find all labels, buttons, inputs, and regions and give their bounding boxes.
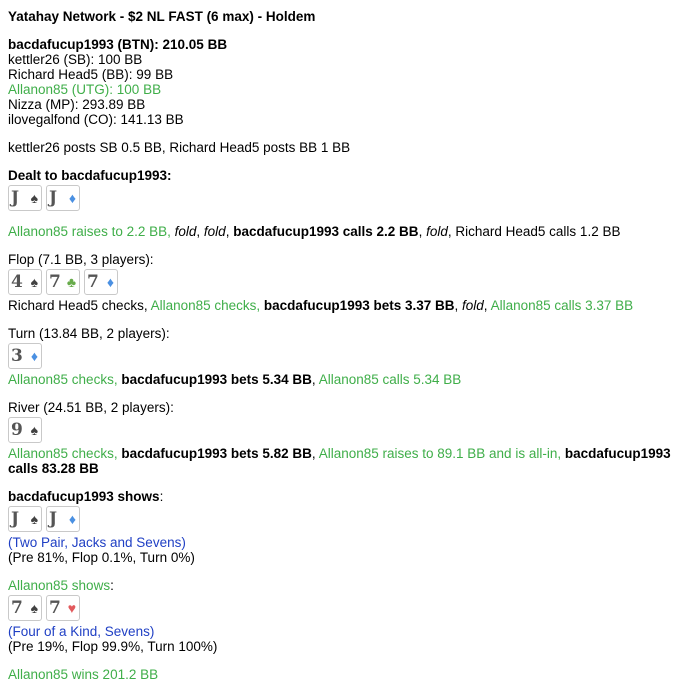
text-segment: (Pre 19%, Flop 99.9%, Turn 100%) <box>8 639 218 654</box>
text-segment: Allanon85 wins 201.2 BB <box>8 667 159 682</box>
hand-title <box>8 9 685 24</box>
river <box>8 400 685 476</box>
text-segment: (Four of a Kind, Sevens) <box>8 624 155 639</box>
street-header <box>8 326 685 341</box>
card-rank: J <box>49 187 58 208</box>
player-line <box>8 37 685 52</box>
player-line <box>8 82 685 97</box>
player-line <box>8 67 685 82</box>
club-suit-icon: ♣ <box>66 274 76 290</box>
text-segment: Nizza (MP): 293.89 BB <box>8 97 146 112</box>
spade-suit-icon: ♠ <box>30 274 38 290</box>
shows-header <box>8 489 685 504</box>
playing-card <box>46 269 80 295</box>
diamond-suit-icon: ♦ <box>68 511 76 527</box>
hand-name-line <box>8 624 685 639</box>
text-segment: ilovegalfond (CO): 141.13 BB <box>8 112 184 127</box>
action-line <box>8 446 685 476</box>
text-segment: fold <box>203 224 226 239</box>
text-segment: : <box>159 489 164 504</box>
text-segment: Dealt to bacdafucup1993: <box>8 168 172 183</box>
player-line <box>8 52 685 67</box>
spade-suit-icon: ♠ <box>30 190 38 206</box>
playing-card <box>8 506 42 532</box>
playing-card <box>84 269 118 295</box>
text-segment: Allanon85 checks, <box>8 372 118 387</box>
text-segment: bacdafucup1993 (BTN): 210.05 BB <box>8 37 228 52</box>
turn <box>8 326 685 387</box>
dealt-to-hero <box>8 168 685 211</box>
result <box>8 667 685 682</box>
hand-name-line <box>8 535 685 550</box>
text-segment: Richard Head5 (BB): 99 BB <box>8 67 174 82</box>
text-segment: Allanon85 checks, <box>8 446 118 461</box>
text-segment: kettler26 (SB): 100 BB <box>8 52 143 67</box>
text-segment: bacdafucup1993 calls 2.2 BB <box>233 224 419 239</box>
river-board-card <box>8 417 685 443</box>
blinds-line <box>8 140 685 155</box>
text-segment: fold <box>462 298 484 313</box>
blinds-posted <box>8 140 685 155</box>
text-segment: Allanon85 (UTG): 100 BB <box>8 82 162 97</box>
card-rank: 9 <box>11 419 23 440</box>
text-segment: Allanon85 calls 5.34 BB <box>318 372 462 387</box>
text-segment: , <box>483 298 491 313</box>
showdown-villain <box>8 578 685 654</box>
text-segment: (Pre 81%, Flop 0.1%, Turn 0%) <box>8 550 195 565</box>
text-segment: Allanon85 checks, <box>150 298 261 313</box>
villain-shown-cards <box>8 595 685 621</box>
diamond-suit-icon: ♦ <box>30 348 38 364</box>
playing-card <box>46 595 80 621</box>
shows-header <box>8 578 685 593</box>
playing-card <box>46 506 80 532</box>
hero-hole-cards <box>8 185 685 211</box>
showdown-hero <box>8 489 685 565</box>
spade-suit-icon: ♠ <box>30 600 38 616</box>
text-segment: , <box>311 372 319 387</box>
winner-line <box>8 667 685 682</box>
text-segment: , <box>447 224 456 239</box>
playing-card <box>8 269 42 295</box>
player-line <box>8 112 685 127</box>
text-segment: Flop (7.1 BB, 3 players): <box>8 252 154 267</box>
equity-line <box>8 639 685 654</box>
street-header <box>8 252 685 267</box>
text-segment: , <box>454 298 463 313</box>
flop <box>8 252 685 313</box>
playing-card <box>8 595 42 621</box>
player-stacks <box>8 37 685 127</box>
playing-card <box>8 343 42 369</box>
card-rank: 4 <box>11 271 23 292</box>
text-segment: Allanon85 calls 3.37 BB <box>490 298 634 313</box>
text-segment: fold <box>174 224 197 239</box>
diamond-suit-icon: ♦ <box>106 274 114 290</box>
action-line <box>8 298 685 313</box>
preflop-action <box>8 224 685 239</box>
text-segment: bacdafucup1993 shows <box>8 489 160 504</box>
dealt-header <box>8 168 685 183</box>
text-segment: Yatahay Network - $2 NL FAST (6 max) - Holdem <box>8 9 316 24</box>
hero-shown-cards <box>8 506 685 532</box>
text-segment: Allanon85 shows <box>8 578 111 593</box>
spade-suit-icon: ♠ <box>30 511 38 527</box>
card-rank: 3 <box>11 345 23 366</box>
player-line <box>8 97 685 112</box>
flop-board-cards <box>8 269 685 295</box>
text-segment: Turn (13.84 BB, 2 players): <box>8 326 170 341</box>
street-header <box>8 400 685 415</box>
action-line <box>8 372 685 387</box>
text-segment: Allanon85 raises to 89.1 BB and is all-in, <box>318 446 562 461</box>
equity-line <box>8 550 685 565</box>
text-segment: Allanon85 raises to 2.2 BB, <box>8 224 171 239</box>
text-segment: kettler26 posts SB 0.5 BB, Richard Head5 posts BB 1 BB <box>8 140 351 155</box>
card-rank: 7 <box>87 271 99 292</box>
card-rank: 7 <box>49 597 61 618</box>
text-segment: bacdafucup1993 calls 83.28 BB <box>8 446 675 476</box>
text-segment: : <box>110 578 114 593</box>
card-rank: 7 <box>49 271 61 292</box>
text-segment: bacdafucup1993 bets 5.82 BB <box>121 446 312 461</box>
action-line <box>8 224 685 239</box>
hand-title-line <box>8 9 685 24</box>
playing-card <box>8 417 42 443</box>
text-segment: bacdafucup1993 bets 3.37 BB <box>263 298 455 313</box>
text-segment: , <box>418 224 427 239</box>
card-rank: J <box>11 508 20 529</box>
text-segment: (Two Pair, Jacks and Sevens) <box>8 535 186 550</box>
text-segment: bacdafucup1993 bets 5.34 BB <box>121 372 312 387</box>
playing-card <box>46 185 80 211</box>
card-rank: 7 <box>11 597 23 618</box>
heart-suit-icon: ♥ <box>67 600 76 616</box>
text-segment: , <box>311 446 319 461</box>
text-segment: River (24.51 BB, 2 players): <box>8 400 174 415</box>
text-segment: , <box>225 224 234 239</box>
text-segment: fold <box>426 224 448 239</box>
diamond-suit-icon: ♦ <box>68 190 76 206</box>
text-segment: , <box>196 224 204 239</box>
text-segment: Richard Head5 calls 1.2 BB <box>455 224 621 239</box>
turn-board-card <box>8 343 685 369</box>
card-rank: J <box>49 508 58 529</box>
text-segment: Richard Head5 checks, <box>8 298 151 313</box>
hand-history-view <box>8 9 685 682</box>
card-rank: J <box>11 187 20 208</box>
spade-suit-icon: ♠ <box>30 422 38 438</box>
playing-card <box>8 185 42 211</box>
